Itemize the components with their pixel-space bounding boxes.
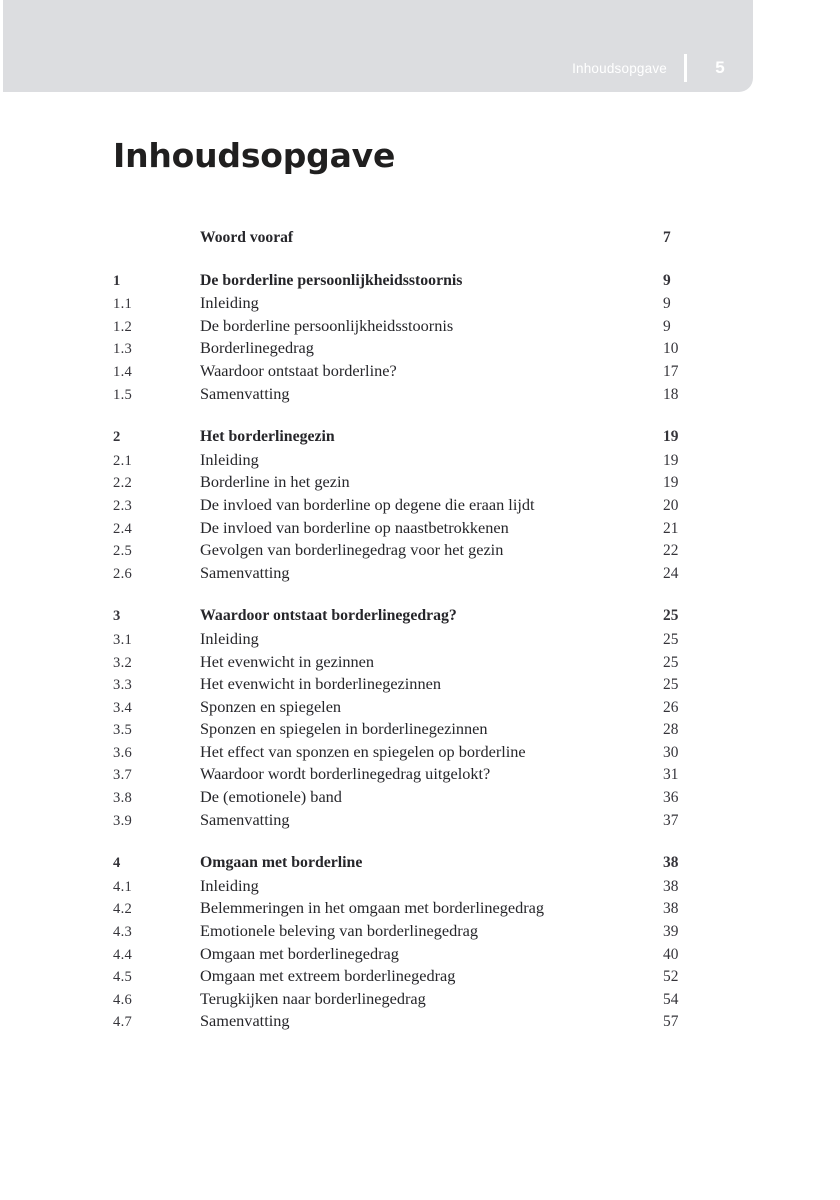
toc-entry-number: 1.1 <box>113 296 133 313</box>
toc-entry-label: Inleiding <box>200 449 259 469</box>
table-of-contents <box>113 227 733 1033</box>
toc-entry-label: De borderline persoonlijkheidsstoornis <box>200 271 463 289</box>
toc-entry-number: 4.5 <box>113 969 133 986</box>
toc-entry-label: Omgaan met borderline <box>200 854 363 872</box>
toc-entry-number: 4.1 <box>113 878 133 895</box>
toc-entry-label: Het effect van sponzen en spiegelen op borderline <box>200 741 526 761</box>
toc-entry-label: Sponzen en spiegelen <box>200 696 342 716</box>
toc-entry-number: 4.6 <box>113 991 133 1008</box>
toc-entry-number: 2.4 <box>113 520 133 537</box>
page-title: Inhoudsopgave <box>113 136 396 175</box>
toc-entry-label: Gevolgen van borderlinegedrag voor het gezin <box>200 540 504 560</box>
toc-entry-page-number: 26 <box>663 698 679 716</box>
toc-entry-label: Omgaan met borderlinegedrag <box>200 943 399 963</box>
toc-entry-page-number: 38 <box>663 854 679 872</box>
toc-entry[interactable] <box>113 562 733 585</box>
toc-entry-label: Belemmeringen in het omgaan met borderlinegedrag <box>200 898 545 918</box>
toc-entry-label: De invloed van borderline op degene die eraan lijdt <box>200 494 535 514</box>
toc-entry-label: Emotionele beleving van borderlinegedrag <box>200 921 479 941</box>
toc-entry-number: 1 <box>113 272 121 289</box>
toc-entry-page-number: 39 <box>663 923 679 941</box>
toc-entry-number: 3.8 <box>113 790 133 807</box>
toc-entry-page-number: 24 <box>663 564 679 582</box>
toc-entry-page-number: 25 <box>663 653 679 671</box>
toc-entry[interactable] <box>113 809 733 832</box>
toc-entry-page-number: 19 <box>663 428 679 446</box>
toc-entry-number: 4.3 <box>113 924 133 941</box>
toc-entry[interactable] <box>113 897 733 920</box>
toc-entry-number: 2.6 <box>113 565 133 582</box>
toc-entry-page-number: 7 <box>663 229 671 246</box>
toc-entry-number: 2.1 <box>113 452 133 469</box>
toc-entry[interactable] <box>113 718 733 741</box>
toc-entry-label: Het borderlinegezin <box>200 428 335 446</box>
toc-entry[interactable] <box>113 539 733 562</box>
toc-entry[interactable] <box>113 852 733 875</box>
toc-entry-page-number: 31 <box>663 766 679 784</box>
toc-entry[interactable] <box>113 988 733 1011</box>
toc-entry[interactable] <box>113 651 733 674</box>
header-page-number: 5 <box>715 58 725 77</box>
toc-entry-number: 3.3 <box>113 677 133 694</box>
toc-entry-page-number: 57 <box>663 1013 679 1031</box>
toc-entry-page-number: 37 <box>663 811 679 829</box>
toc-entry-label: Omgaan met extreem borderlinegedrag <box>200 966 456 986</box>
toc-entry[interactable] <box>113 628 733 651</box>
toc-entry-label: Samenvatting <box>200 809 290 829</box>
toc-entry[interactable] <box>113 741 733 764</box>
toc-entry-label: De (emotionele) band <box>200 787 342 807</box>
toc-entry-page-number: 9 <box>663 317 671 335</box>
toc-entry-number: 1.3 <box>113 341 133 358</box>
running-header-content <box>572 44 753 92</box>
toc-entry-page-number: 9 <box>663 295 671 313</box>
toc-entry-page-number: 22 <box>663 542 679 560</box>
toc-group-chapter-3 <box>113 605 733 831</box>
toc-entry-number: 3.6 <box>113 744 133 761</box>
toc-entry-label: Borderline in het gezin <box>200 472 350 492</box>
toc-entry[interactable] <box>113 270 733 293</box>
toc-entry-page-number: 25 <box>663 630 679 648</box>
toc-entry[interactable] <box>113 360 733 383</box>
toc-entry-page-number: 18 <box>663 385 679 403</box>
toc-entry-label: Waardoor wordt borderlinegedrag uitgelokt? <box>200 764 491 784</box>
toc-entry[interactable] <box>113 471 733 494</box>
toc-entry[interactable] <box>113 315 733 338</box>
toc-entry[interactable] <box>113 292 733 315</box>
toc-entry-label: Inleiding <box>200 628 259 648</box>
toc-entry-label: De invloed van borderline op naastbetrokkenen <box>200 517 509 537</box>
toc-entry-label: Het evenwicht in gezinnen <box>200 651 375 671</box>
toc-entry[interactable] <box>113 965 733 988</box>
toc-entry-number: 1.4 <box>113 363 133 380</box>
toc-entry-number: 2.3 <box>113 497 133 514</box>
toc-entry-page-number: 38 <box>663 877 679 895</box>
toc-entry-number: 2.5 <box>113 543 133 560</box>
toc-entry-label: Woord vooraf <box>200 229 294 246</box>
toc-entry-page-number: 19 <box>663 474 679 492</box>
toc-entry-label: De borderline persoonlijkheidsstoornis <box>200 315 454 335</box>
toc-entry-page-number: 52 <box>663 968 679 986</box>
toc-entry-page-number: 19 <box>663 451 679 469</box>
toc-entry[interactable] <box>113 875 733 898</box>
toc-group-chapter-1 <box>113 270 733 406</box>
toc-entry-number: 4 <box>113 855 121 872</box>
toc-entry-page-number: 20 <box>663 496 679 514</box>
toc-entry-number: 4.7 <box>113 1014 133 1031</box>
toc-entry-label: Sponzen en spiegelen in borderlinegezinnen <box>200 719 488 739</box>
toc-entry-label: Samenvatting <box>200 1011 290 1031</box>
toc-entry[interactable] <box>113 227 733 250</box>
toc-entry[interactable] <box>113 696 733 719</box>
toc-entry-page-number: 17 <box>663 362 679 380</box>
toc-entry[interactable] <box>113 605 733 628</box>
toc-entry-label: Samenvatting <box>200 562 290 582</box>
toc-entry[interactable] <box>113 786 733 809</box>
toc-entry-label: Waardoor ontstaat borderlinegedrag? <box>200 607 457 625</box>
toc-entry-label: Terugkijken naar borderlinegedrag <box>200 988 426 1008</box>
toc-entry-number: 3.9 <box>113 812 133 829</box>
running-header-bar <box>3 0 753 92</box>
toc-entry-number: 4.2 <box>113 901 133 918</box>
toc-entry-page-number: 38 <box>663 900 679 918</box>
toc-entry-page-number: 25 <box>663 607 679 625</box>
toc-entry-label: Inleiding <box>200 875 259 895</box>
toc-entry[interactable] <box>113 920 733 943</box>
toc-entry-page-number: 40 <box>663 945 679 963</box>
toc-entry-page-number: 54 <box>663 990 679 1008</box>
toc-entry-number: 3.2 <box>113 654 133 671</box>
toc-entry-number: 3.4 <box>113 699 133 716</box>
toc-group-chapter-2 <box>113 426 733 584</box>
toc-entry[interactable] <box>113 494 733 517</box>
toc-entry[interactable] <box>113 449 733 472</box>
toc-entry-label: Inleiding <box>200 293 259 313</box>
toc-entry-label: Waardoor ontstaat borderline? <box>200 360 397 380</box>
toc-entry-label: Het evenwicht in borderlinegezinnen <box>200 674 441 694</box>
toc-entry-number: 3.7 <box>113 767 133 784</box>
running-header-title: Inhoudsopgave <box>572 60 667 76</box>
toc-entry-page-number: 9 <box>663 271 671 289</box>
toc-entry-label: Borderlinegedrag <box>200 338 314 358</box>
toc-entry[interactable] <box>113 337 733 360</box>
toc-entry-number: 3.5 <box>113 722 133 739</box>
toc-entry-page-number: 36 <box>663 789 679 807</box>
toc-entry-number: 1.2 <box>113 318 133 335</box>
toc-entry-page-number: 10 <box>663 340 679 358</box>
toc-entry-page-number: 21 <box>663 519 679 537</box>
toc-entry[interactable] <box>113 383 733 406</box>
toc-entry-number: 2.2 <box>113 475 133 492</box>
toc-entry[interactable] <box>113 1010 733 1033</box>
toc-group-front-matter <box>113 227 733 250</box>
toc-entry-label: Samenvatting <box>200 383 290 403</box>
toc-entry[interactable] <box>113 943 733 966</box>
toc-entry-number: 4.4 <box>113 946 133 963</box>
toc-entry-page-number: 25 <box>663 676 679 694</box>
toc-entry[interactable] <box>113 426 733 449</box>
toc-entry-number: 3 <box>113 608 121 625</box>
toc-entry-number: 2 <box>113 429 121 446</box>
toc-entry-page-number: 30 <box>663 743 679 761</box>
toc-entry-number: 3.1 <box>113 631 133 648</box>
toc-entry[interactable] <box>113 673 733 696</box>
toc-entry-number: 1.5 <box>113 386 133 403</box>
toc-entry[interactable] <box>113 763 733 786</box>
toc-group-chapter-4 <box>113 852 733 1033</box>
toc-entry[interactable] <box>113 517 733 540</box>
toc-entry-page-number: 28 <box>663 721 679 739</box>
